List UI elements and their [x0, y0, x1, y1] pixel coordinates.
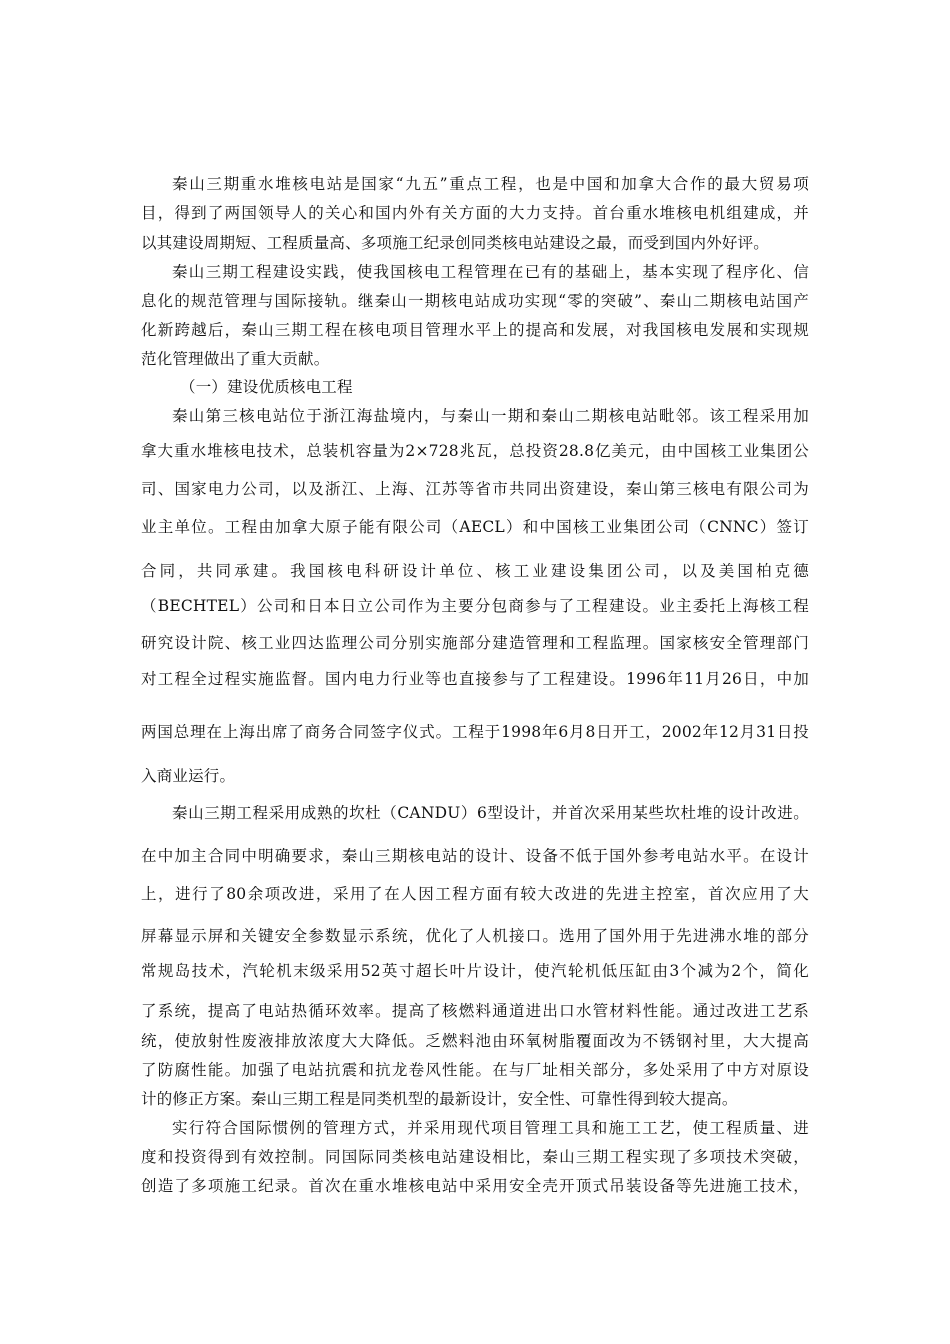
text-line: 以其建设周期短、工程质量高、多项施工纪录创同类核电站建设之最，而受到国内外好评。 — [141, 234, 770, 252]
text-line: 在中加主合同中明确要求，秦山三期核电站的设计、设备不低于国外参考电站水平。在设计 — [141, 847, 809, 865]
text-line: 了系统，提高了电站热循环效率。提高了核燃料通道进出口水管材料性能。通过改进工艺系 — [141, 1002, 809, 1020]
text-line: 度和投资得到有效控制。同国际同类核电站建设相比，秦山三期工程实现了多项技术突破， — [141, 1148, 809, 1166]
text-line: 目，得到了两国领导人的关心和国内外有关方面的大力支持。首台重水堆核电机组建成，并 — [141, 204, 809, 222]
text-line: 息化的规范管理与国际接轨。继秦山一期核电站成功实现“零的突破”、秦山二期核电站国产 — [141, 292, 809, 310]
text-line: 秦山三期重水堆核电站是国家“九五”重点工程，也是中国和加拿大合作的最大贸易项 — [172, 175, 809, 193]
text-line: 秦山第三核电站位于浙江海盐境内，与秦山一期和秦山二期核电站毗邻。该工程采用加 — [172, 407, 809, 425]
text-line: 对工程全过程实施监督。国内电力行业等也直接参与了工程建设。1996年11月26日，中加 — [141, 670, 809, 688]
text-line: 业主单位。工程由加拿大原子能有限公司（AECL）和中国核工业集团公司（CNNC）签订 — [141, 518, 809, 536]
text-line: 秦山三期工程采用成熟的坎杜（CANDU）6型设计，并首次采用某些坎杜堆的设计改进。 — [172, 804, 809, 822]
text-line: 范化管理做出了重大贡献。 — [141, 350, 330, 368]
text-line: 拿大重水堆核电技术，总装机容量为2×728兆瓦，总投资28.8亿美元，由中国核工业集团公 — [141, 442, 809, 460]
text-line: （BECHTEL）公司和日本日立公司作为主要分包商参与了工程建设。业主委托上海核工程 — [141, 597, 809, 615]
text-line: 创造了多项施工纪录。首次在重水堆核电站中采用安全壳开顶式吊装设备等先进施工技术， — [141, 1177, 809, 1195]
text-line: 上，进行了80余项改进，采用了在人因工程方面有较大改进的先进主控室，首次应用了大 — [141, 885, 809, 903]
text-line: 研究设计院、核工业四达监理公司分别实施部分建造管理和工程监理。国家核安全管理部门 — [141, 634, 809, 652]
text-line: 入商业运行。 — [141, 767, 236, 785]
text-line: 合同，共同承建。我国核电科研设计单位、核工业建设集团公司，以及美国柏克德 — [141, 562, 809, 580]
text-line: 两国总理在上海出席了商务合同签字仪式。工程于1998年6月8日开工，2002年12月31日投 — [141, 723, 809, 741]
text-line: 常规岛技术，汽轮机末级采用52英寸超长叶片设计，使汽轮机低压缸由3个减为2个，简化 — [141, 962, 809, 980]
section-heading: （一）建设优质核电工程 — [180, 378, 353, 396]
text-line: 化新跨越后，秦山三期工程在核电项目管理水平上的提高和发展，对我国核电发展和实现规 — [141, 321, 809, 339]
text-line: 秦山三期工程建设实践，使我国核电工程管理在已有的基础上，基本实现了程序化、信 — [172, 263, 809, 281]
text-line: 司、国家电力公司，以及浙江、上海、江苏等省市共同出资建设，秦山第三核电有限公司为 — [141, 480, 809, 498]
text-line: 统，使放射性废液排放浓度大大降低。乏燃料池由环氧树脂覆面改为不锈钢衬里，大大提高 — [141, 1032, 809, 1050]
text-line: 计的修正方案。秦山三期工程是同类机型的最新设计，安全性、可靠性得到较大提高。 — [141, 1090, 738, 1108]
text-line: 屏幕显示屏和关键安全参数显示系统，优化了人机接口。选用了国外用于先进沸水堆的部分 — [141, 927, 809, 945]
text-line: 了防腐性能。加强了电站抗震和抗龙卷风性能。在与厂址相关部分，多处采用了中方对原设 — [141, 1061, 809, 1079]
text-line: 实行符合国际惯例的管理方式，并采用现代项目管理工具和施工工艺，使工程质量、进 — [172, 1119, 809, 1137]
